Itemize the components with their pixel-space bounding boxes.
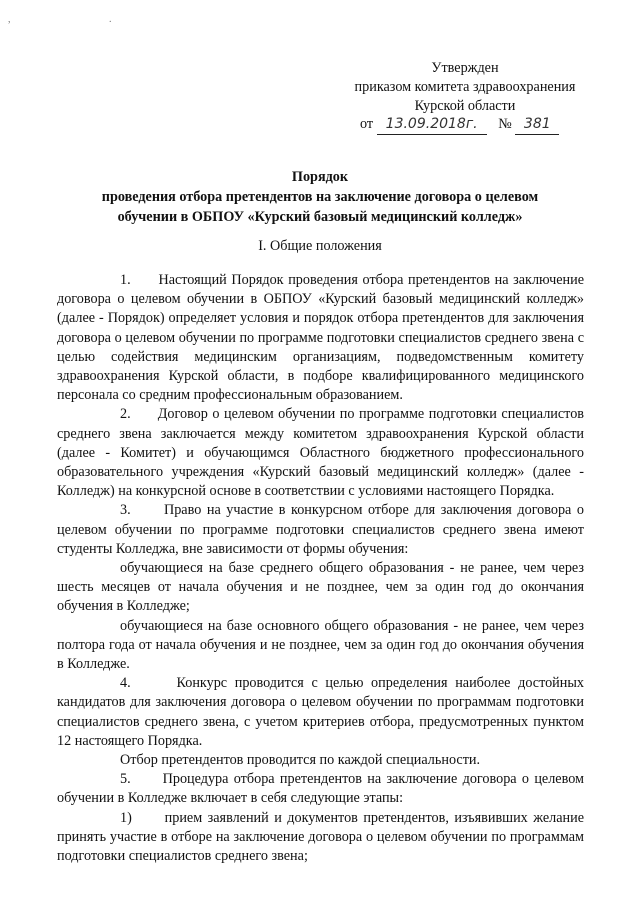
document-title bbox=[60, 167, 580, 227]
document-body bbox=[57, 271, 588, 866]
paragraph-5-item-1: 1) прием заявлений и документов претендентов, изъявивших желание принять участие в отборе на заключение договора о целевом обучении по программам подготовки специалистов среднего звена; bbox=[57, 809, 588, 865]
handwritten-date: 13.09.2018г. bbox=[385, 116, 478, 132]
handwritten-number: 381 bbox=[523, 116, 551, 132]
paragraph-1: 1. Настоящий Порядок проведения отбора претендентов на заключение договора о целевом обучении в ОБПОУ «Курский базовый медицинский колледж» (далее - Порядок) определяет условия и порядок отбора претендентов для заключения договора о целевом обучении по программе подготовки специалистов среднего звена с целью содействия медицинским организациям, подведомственным комитету здравоохранения Курской области, в подборе квалифицированного медицинского персонала со средним профессиональным образованием. bbox=[57, 272, 588, 404]
paragraph-5: 5. Процедура отбора претендентов на заключение договора о целевом обучении в Колледже включает в себя следующие этапы: bbox=[57, 771, 588, 807]
approval-line-3: Курской области bbox=[414, 98, 516, 114]
title-line-3: обучении в ОБПОУ «Курский базовый медицинский колледж» bbox=[117, 209, 523, 225]
paragraph-4: 4. Конкурс проводится с целью определения наиболее достойных кандидатов для заключения договора о целевом обучении по программам подготовки специалистов среднего звена, с учетом критериев отбора, предусмотренных пунктом 12 настоящего Порядка. bbox=[57, 675, 588, 749]
paragraph-3-item-a: обучающиеся на базе среднего общего образования - не ранее, чем через шесть месяцев от начала обучения и не позднее, чем за один год до окончания обучения в Колледже; bbox=[57, 560, 588, 615]
approval-date-line bbox=[360, 115, 600, 135]
number-field bbox=[515, 115, 559, 135]
date-field bbox=[377, 115, 487, 135]
margin-marks: , . bbox=[8, 14, 160, 25]
section-heading: I. Общие положения bbox=[258, 238, 382, 254]
approval-line-2: приказом комитета здравоохранения bbox=[354, 79, 576, 95]
date-prefix: от bbox=[360, 116, 374, 132]
approval-line-1: Утвержден bbox=[431, 60, 499, 76]
paragraph-2: 2. Договор о целевом обучении по программе подготовки специалистов среднего звена заключается между комитетом здравоохранения Курской области (далее - Комитет) и обучающимся Областного бюджетного профессионального образовательного учреждения «Курский базовый медицинский колледж» (далее - Колледж) на конкурсной основе в соответствии с условиями настоящего Порядка. bbox=[57, 406, 588, 500]
paragraph-3: 3. Право на участие в конкурсном отборе для заключения договора о целевом обучении по программе подготовки специалистов среднего звена имеют студенты Колледжа, вне зависимости от формы обучения: bbox=[57, 502, 588, 557]
paragraph-4-note: Отбор претендентов проводится по каждой специальности. bbox=[120, 752, 481, 769]
paragraph-3-item-b: обучающиеся на базе основного общего образования - не ранее, чем через полтора года от начала обучения и не позднее, чем за один год до окончания обучения в Колледже. bbox=[57, 617, 588, 673]
number-prefix: № bbox=[498, 116, 512, 132]
title-line-2: проведения отбора претендентов на заключение договора о целевом bbox=[101, 189, 539, 205]
approval-stamp bbox=[340, 59, 590, 116]
title-line-1: Порядок bbox=[291, 169, 349, 185]
